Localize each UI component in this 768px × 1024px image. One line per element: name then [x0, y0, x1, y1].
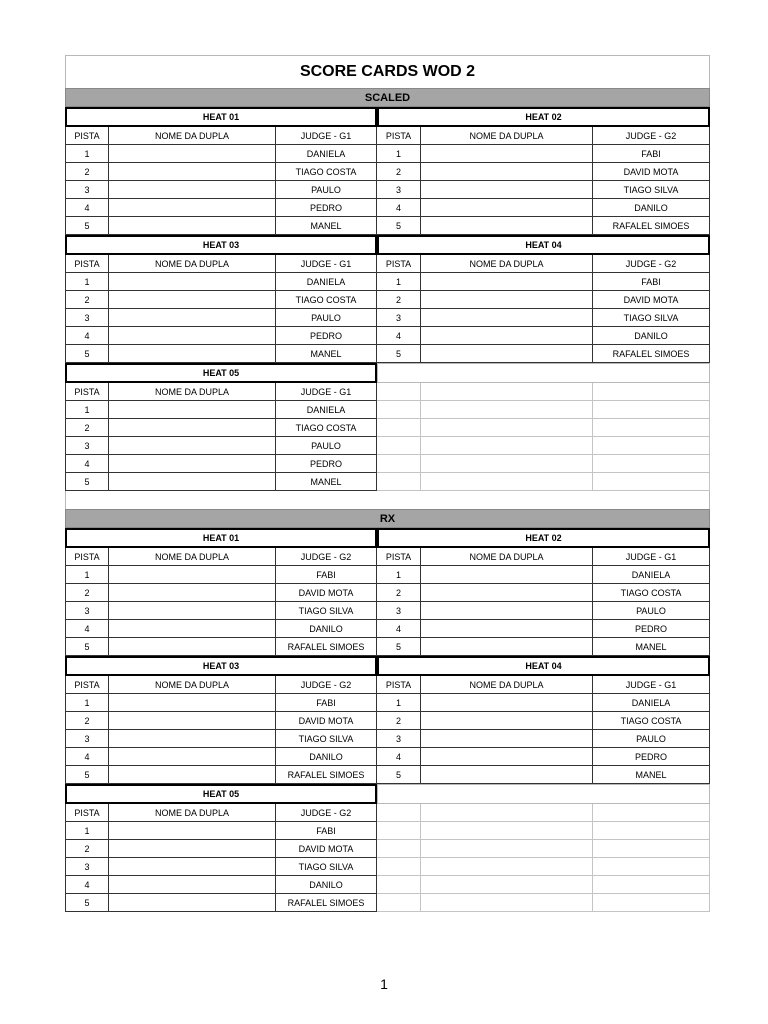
table-row: [65, 858, 710, 876]
judge-cell: MANEL: [276, 473, 377, 491]
judge-cell: DAVID MOTA: [276, 712, 377, 730]
empty-cell: [377, 383, 421, 401]
table-row: [65, 712, 710, 730]
pista-cell: 3: [377, 309, 421, 327]
column-header-nome: NOME DA DUPLA: [421, 127, 593, 145]
team-name-field[interactable]: [421, 217, 593, 235]
empty-cell: [377, 858, 421, 876]
pista-cell: 2: [65, 712, 109, 730]
column-header-pista: PISTA: [65, 255, 109, 273]
column-header-judge: JUDGE - G2: [593, 255, 710, 273]
table-row: [65, 730, 710, 748]
judge-cell: DAVID MOTA: [593, 163, 710, 181]
judge-cell: DAVID MOTA: [276, 840, 377, 858]
empty-cell: [421, 473, 593, 491]
pista-cell: 3: [65, 602, 109, 620]
team-name-field[interactable]: [109, 638, 276, 656]
empty-cell: [377, 894, 421, 912]
judge-cell: DANIELA: [276, 145, 377, 163]
pista-cell: 4: [65, 199, 109, 217]
judge-cell: FABI: [593, 273, 710, 291]
table-header-row: [65, 383, 710, 401]
team-name-field[interactable]: [109, 437, 276, 455]
team-name-field[interactable]: [109, 163, 276, 181]
judge-cell: PAULO: [276, 309, 377, 327]
empty-cell: [593, 858, 710, 876]
empty-cell: [593, 473, 710, 491]
pista-cell: 4: [65, 455, 109, 473]
pista-cell: 2: [65, 584, 109, 602]
judge-cell: PEDRO: [276, 199, 377, 217]
table-row: [65, 748, 710, 766]
empty-cell: [377, 804, 421, 822]
team-name-field[interactable]: [109, 401, 276, 419]
pista-cell: 5: [65, 473, 109, 491]
pista-cell: 2: [377, 712, 421, 730]
pista-cell: 5: [377, 638, 421, 656]
team-name-field[interactable]: [421, 584, 593, 602]
empty-cell: [421, 894, 593, 912]
pista-cell: 2: [65, 291, 109, 309]
table-header-row: [65, 548, 710, 566]
judge-cell: RAFALEL SIMOES: [593, 345, 710, 363]
table-row: [65, 822, 710, 840]
empty-cell: [377, 363, 710, 383]
pista-cell: 1: [377, 145, 421, 163]
team-name-field[interactable]: [109, 602, 276, 620]
pista-cell: 3: [377, 181, 421, 199]
team-name-field[interactable]: [421, 638, 593, 656]
team-name-field[interactable]: [421, 620, 593, 638]
empty-cell: [421, 419, 593, 437]
empty-cell: [421, 437, 593, 455]
pista-cell: 2: [65, 419, 109, 437]
team-name-field[interactable]: [109, 291, 276, 309]
team-name-field[interactable]: [421, 712, 593, 730]
table-row: [65, 602, 710, 620]
pista-cell: 4: [65, 327, 109, 345]
column-header-judge: JUDGE - G2: [276, 676, 377, 694]
empty-cell: [421, 822, 593, 840]
pista-cell: 3: [377, 602, 421, 620]
pista-cell: 1: [377, 694, 421, 712]
column-header-judge: JUDGE - G1: [276, 255, 377, 273]
judge-cell: PAULO: [593, 730, 710, 748]
empty-cell: [593, 822, 710, 840]
heat-label: HEAT 01: [65, 107, 377, 127]
column-header-pista: PISTA: [65, 127, 109, 145]
table-header-row: [65, 676, 710, 694]
empty-cell: [593, 455, 710, 473]
heat-label-row: [65, 107, 710, 127]
judge-cell: DANILO: [276, 876, 377, 894]
empty-cell: [377, 876, 421, 894]
pista-cell: 4: [65, 876, 109, 894]
judge-cell: PEDRO: [593, 748, 710, 766]
heat-label-row: [65, 656, 710, 676]
team-name-field[interactable]: [109, 145, 276, 163]
heat-label: HEAT 05: [65, 784, 377, 804]
team-name-field[interactable]: [421, 345, 593, 363]
judge-cell: FABI: [593, 145, 710, 163]
column-header-judge: JUDGE - G2: [276, 548, 377, 566]
judge-cell: DANILO: [276, 620, 377, 638]
table-row: [65, 327, 710, 345]
judge-cell: RAFALEL SIMOES: [276, 766, 377, 784]
column-header-pista: PISTA: [377, 548, 421, 566]
team-name-field[interactable]: [109, 217, 276, 235]
team-name-field[interactable]: [421, 291, 593, 309]
empty-cell: [421, 840, 593, 858]
heat-label-row: [65, 784, 710, 804]
table-row: [65, 766, 710, 784]
pista-cell: 1: [377, 566, 421, 584]
column-header-pista: PISTA: [65, 548, 109, 566]
heat-label-row: [65, 528, 710, 548]
table-row: [65, 145, 710, 163]
table-row: [65, 309, 710, 327]
judge-cell: TIAGO COSTA: [276, 291, 377, 309]
judge-cell: TIAGO SILVA: [593, 309, 710, 327]
score-sheet: [65, 55, 710, 912]
team-name-field[interactable]: [421, 748, 593, 766]
sections-container: [65, 88, 710, 912]
judge-cell: TIAGO COSTA: [276, 419, 377, 437]
empty-cell: [593, 437, 710, 455]
judge-cell: DANIELA: [593, 694, 710, 712]
judge-cell: MANEL: [593, 638, 710, 656]
column-header-nome: NOME DA DUPLA: [109, 548, 276, 566]
team-name-field[interactable]: [421, 327, 593, 345]
team-name-field[interactable]: [109, 584, 276, 602]
heat-label: HEAT 05: [65, 363, 377, 383]
judge-cell: TIAGO SILVA: [276, 602, 377, 620]
pista-cell: 5: [65, 766, 109, 784]
empty-cell: [377, 419, 421, 437]
judge-cell: DANILO: [593, 327, 710, 345]
pista-cell: 4: [377, 620, 421, 638]
heat-label-row: [65, 235, 710, 255]
pista-cell: 3: [65, 309, 109, 327]
table-row: [65, 199, 710, 217]
table-header-row: [65, 255, 710, 273]
team-name-field[interactable]: [109, 694, 276, 712]
table-row: [65, 181, 710, 199]
pista-cell: 3: [65, 730, 109, 748]
team-name-field[interactable]: [421, 694, 593, 712]
team-name-field[interactable]: [421, 199, 593, 217]
team-name-field[interactable]: [109, 766, 276, 784]
table-row: [65, 291, 710, 309]
judge-cell: DANIELA: [276, 273, 377, 291]
pista-cell: 2: [65, 163, 109, 181]
team-name-field[interactable]: [109, 620, 276, 638]
judge-cell: DANILO: [276, 748, 377, 766]
team-name-field[interactable]: [421, 273, 593, 291]
table-header-row: [65, 804, 710, 822]
pista-cell: 5: [65, 894, 109, 912]
table-row: [65, 273, 710, 291]
judge-cell: TIAGO COSTA: [593, 712, 710, 730]
empty-cell: [593, 840, 710, 858]
team-name-field[interactable]: [109, 876, 276, 894]
column-header-pista: PISTA: [377, 676, 421, 694]
empty-cell: [421, 383, 593, 401]
pista-cell: 3: [377, 730, 421, 748]
team-name-field[interactable]: [109, 473, 276, 491]
table-row: [65, 419, 710, 437]
heat-label: HEAT 04: [377, 656, 710, 676]
column-header-nome: NOME DA DUPLA: [109, 127, 276, 145]
pista-cell: 1: [65, 694, 109, 712]
column-header-nome: NOME DA DUPLA: [421, 548, 593, 566]
judge-cell: TIAGO SILVA: [593, 181, 710, 199]
judge-cell: DANIELA: [593, 566, 710, 584]
table-row: [65, 217, 710, 235]
judge-cell: DANILO: [593, 199, 710, 217]
team-name-field[interactable]: [421, 309, 593, 327]
team-name-field[interactable]: [109, 730, 276, 748]
empty-cell: [593, 894, 710, 912]
heat-label-row: [65, 363, 710, 383]
column-header-judge: JUDGE - G1: [593, 548, 710, 566]
page-title: SCORE CARDS WOD 2: [65, 55, 710, 88]
table-row: [65, 566, 710, 584]
pista-cell: 1: [65, 145, 109, 163]
pista-cell: 5: [65, 217, 109, 235]
judge-cell: PAULO: [593, 602, 710, 620]
heat-label: HEAT 03: [65, 656, 377, 676]
column-header-nome: NOME DA DUPLA: [109, 255, 276, 273]
team-name-field[interactable]: [109, 748, 276, 766]
team-name-field[interactable]: [109, 419, 276, 437]
pista-cell: 2: [377, 584, 421, 602]
table-row: [65, 840, 710, 858]
pista-cell: 5: [65, 345, 109, 363]
table-row: [65, 876, 710, 894]
judge-cell: RAFALEL SIMOES: [276, 638, 377, 656]
empty-cell: [593, 804, 710, 822]
table-header-row: [65, 127, 710, 145]
division-header: SCALED: [65, 88, 710, 107]
team-name-field[interactable]: [421, 566, 593, 584]
table-row: [65, 694, 710, 712]
column-header-judge: JUDGE - G1: [276, 127, 377, 145]
judge-cell: PAULO: [276, 437, 377, 455]
column-header-pista: PISTA: [65, 804, 109, 822]
empty-cell: [377, 784, 710, 804]
judge-cell: FABI: [276, 566, 377, 584]
column-header-nome: NOME DA DUPLA: [109, 676, 276, 694]
pista-cell: 4: [377, 199, 421, 217]
column-header-nome: NOME DA DUPLA: [421, 255, 593, 273]
pista-cell: 2: [377, 163, 421, 181]
empty-cell: [593, 876, 710, 894]
heat-label: HEAT 01: [65, 528, 377, 548]
pista-cell: 1: [65, 822, 109, 840]
pista-cell: 5: [65, 638, 109, 656]
judge-cell: FABI: [276, 694, 377, 712]
judge-cell: TIAGO SILVA: [276, 858, 377, 876]
empty-cell: [593, 383, 710, 401]
pista-cell: 3: [65, 858, 109, 876]
column-header-judge: JUDGE - G2: [593, 127, 710, 145]
pista-cell: 2: [377, 291, 421, 309]
empty-cell: [377, 473, 421, 491]
column-header-pista: PISTA: [65, 383, 109, 401]
team-name-field[interactable]: [109, 566, 276, 584]
empty-cell: [421, 858, 593, 876]
table-row: [65, 401, 710, 419]
pista-cell: 1: [65, 273, 109, 291]
team-name-field[interactable]: [109, 455, 276, 473]
page-number: 1: [380, 976, 388, 992]
pista-cell: 5: [377, 766, 421, 784]
empty-cell: [593, 401, 710, 419]
team-name-field[interactable]: [109, 822, 276, 840]
empty-cell: [377, 840, 421, 858]
table-row: [65, 473, 710, 491]
column-header-pista: PISTA: [377, 255, 421, 273]
empty-cell: [593, 419, 710, 437]
table-row: [65, 455, 710, 473]
team-name-field[interactable]: [421, 163, 593, 181]
table-row: [65, 620, 710, 638]
pista-cell: 4: [65, 748, 109, 766]
pista-cell: 2: [65, 840, 109, 858]
pista-cell: 4: [65, 620, 109, 638]
empty-cell: [421, 804, 593, 822]
team-name-field[interactable]: [109, 840, 276, 858]
team-name-field[interactable]: [109, 894, 276, 912]
table-row: [65, 163, 710, 181]
table-row: [65, 437, 710, 455]
team-name-field[interactable]: [109, 309, 276, 327]
column-header-judge: JUDGE - G1: [276, 383, 377, 401]
heat-label: HEAT 04: [377, 235, 710, 255]
judge-cell: TIAGO COSTA: [593, 584, 710, 602]
table-row: [65, 894, 710, 912]
division-header: RX: [65, 509, 710, 528]
team-name-field[interactable]: [421, 766, 593, 784]
empty-cell: [377, 401, 421, 419]
heat-label: HEAT 03: [65, 235, 377, 255]
team-name-field[interactable]: [109, 345, 276, 363]
judge-cell: MANEL: [593, 766, 710, 784]
team-name-field[interactable]: [421, 181, 593, 199]
empty-cell: [421, 401, 593, 419]
judge-cell: PAULO: [276, 181, 377, 199]
heat-label: HEAT 02: [377, 528, 710, 548]
team-name-field[interactable]: [421, 730, 593, 748]
table-row: [65, 345, 710, 363]
table-row: [65, 584, 710, 602]
pista-cell: 4: [377, 748, 421, 766]
table-row: [65, 638, 710, 656]
judge-cell: DAVID MOTA: [593, 291, 710, 309]
judge-cell: RAFALEL SIMOES: [593, 217, 710, 235]
judge-cell: FABI: [276, 822, 377, 840]
empty-cell: [421, 455, 593, 473]
pista-cell: 3: [65, 181, 109, 199]
column-header-nome: NOME DA DUPLA: [109, 804, 276, 822]
pista-cell: 3: [65, 437, 109, 455]
team-name-field[interactable]: [109, 199, 276, 217]
pista-cell: 1: [65, 401, 109, 419]
column-header-judge: JUDGE - G2: [276, 804, 377, 822]
judge-cell: MANEL: [276, 345, 377, 363]
judge-cell: MANEL: [276, 217, 377, 235]
empty-cell: [377, 437, 421, 455]
pista-cell: 1: [377, 273, 421, 291]
pista-cell: 5: [377, 217, 421, 235]
empty-cell: [377, 822, 421, 840]
judge-cell: PEDRO: [276, 327, 377, 345]
column-header-judge: JUDGE - G1: [593, 676, 710, 694]
team-name-field[interactable]: [421, 602, 593, 620]
judge-cell: TIAGO COSTA: [276, 163, 377, 181]
pista-cell: 4: [377, 327, 421, 345]
judge-cell: TIAGO SILVA: [276, 730, 377, 748]
empty-cell: [377, 455, 421, 473]
judge-cell: DANIELA: [276, 401, 377, 419]
column-header-pista: PISTA: [377, 127, 421, 145]
team-name-field[interactable]: [109, 712, 276, 730]
section-spacer: [65, 491, 710, 509]
team-name-field[interactable]: [109, 858, 276, 876]
team-name-field[interactable]: [109, 181, 276, 199]
team-name-field[interactable]: [109, 273, 276, 291]
column-header-pista: PISTA: [65, 676, 109, 694]
judge-cell: PEDRO: [593, 620, 710, 638]
team-name-field[interactable]: [421, 145, 593, 163]
team-name-field[interactable]: [109, 327, 276, 345]
pista-cell: 5: [377, 345, 421, 363]
judge-cell: DAVID MOTA: [276, 584, 377, 602]
heat-label: HEAT 02: [377, 107, 710, 127]
judge-cell: PEDRO: [276, 455, 377, 473]
pista-cell: 1: [65, 566, 109, 584]
empty-cell: [421, 876, 593, 894]
judge-cell: RAFALEL SIMOES: [276, 894, 377, 912]
column-header-nome: NOME DA DUPLA: [109, 383, 276, 401]
column-header-nome: NOME DA DUPLA: [421, 676, 593, 694]
